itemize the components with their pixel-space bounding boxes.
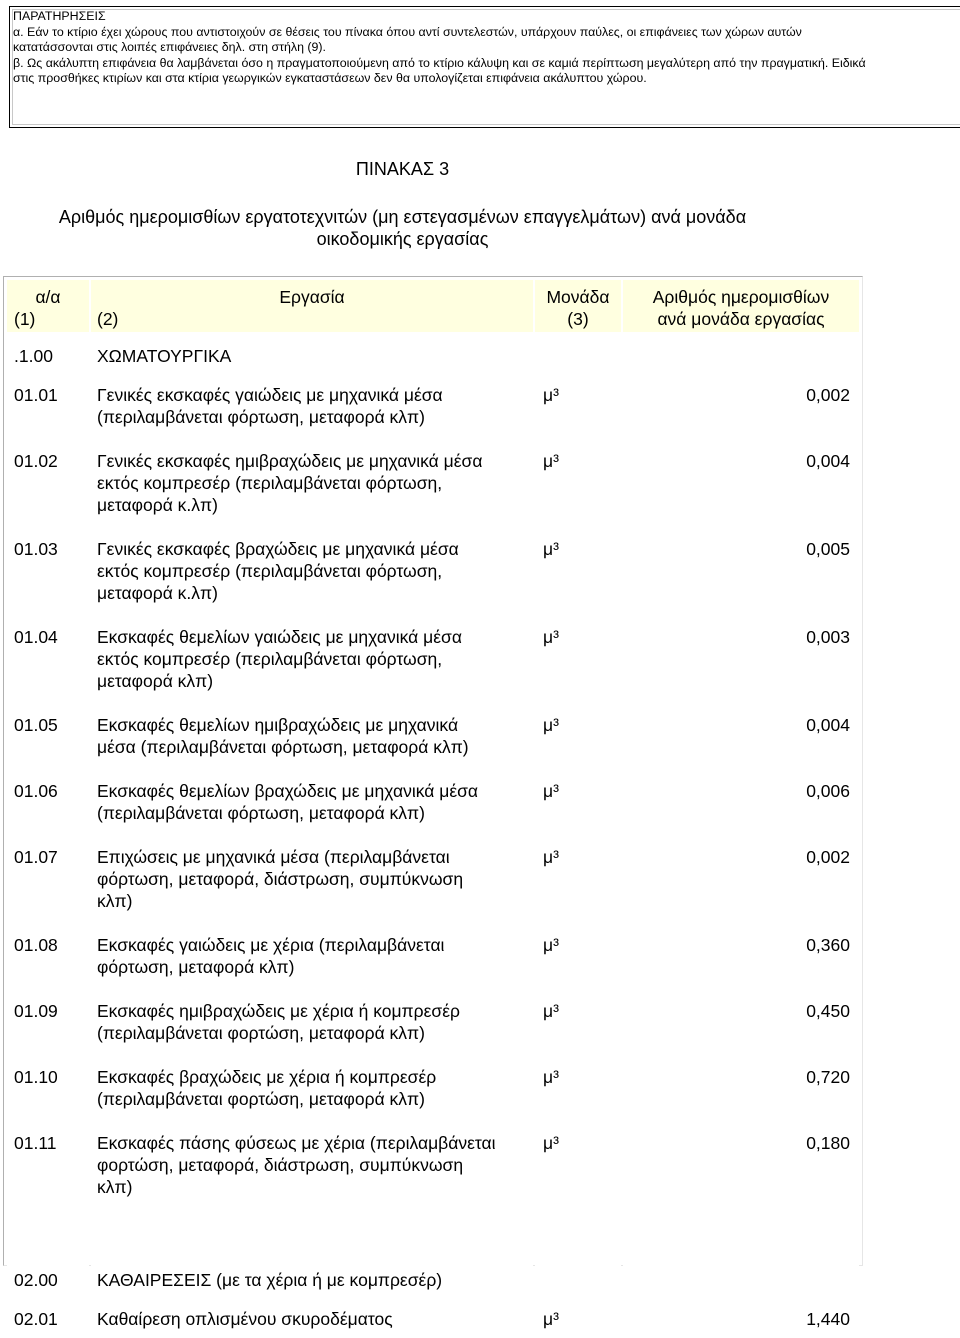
notes-box: [9, 6, 960, 128]
row-work-text: κλπ): [97, 891, 133, 911]
table-title: ΠΙΝΑΚΑΣ 3: [355, 159, 450, 179]
row-code: 02.01: [14, 1309, 58, 1329]
row-value: 0,180: [806, 1133, 850, 1153]
row-work-text: (περιλαμβάνεται φόρτωση, μεταφορά κλπ): [97, 803, 425, 823]
row-value: 0,720: [806, 1067, 850, 1087]
row-unit: μ³: [543, 539, 559, 559]
row-unit: μ³: [543, 1067, 559, 1087]
row-work-text: Εκσκαφές γαιώδεις με χέρια (περιλαμβάνεται: [97, 935, 445, 955]
row-work-text: Εκσκαφές θεμελίων βραχώδεις με μηχανικά μέσα: [97, 781, 479, 801]
row-work-text: Γενικές εκσκαφές βραχώδεις με μηχανικά μέσα: [97, 539, 459, 559]
row-work-text: Γενικές εκσκαφές ημιβραχώδεις με μηχανικά μέσα: [97, 451, 483, 471]
header-days-line2: ανά μονάδα εργασίας: [657, 309, 825, 329]
row-unit: μ³: [543, 385, 559, 405]
row-code: 01.09: [14, 1001, 58, 1021]
section-title: ΚΑΘΑΙΡΕΣΕΙΣ (με τα χέρια ή με κομπρεσέρ): [97, 1270, 443, 1290]
row-work-text: εκτός κομπρεσέρ (περιλαμβάνεται φόρτωση,: [97, 561, 443, 581]
row-code: 01.05: [14, 715, 58, 735]
row-work-text: μεταφορά κ.λπ): [97, 495, 218, 515]
note-line: α. Εάν το κτίριο έχει χώρους που αντιστοιχούν σε θέσεις του πίνακα όπου αντί συντελεστών, υπάρχουν παύλες, οι επιφάνειες των χώρων αυτών: [13, 24, 802, 39]
blank-cell: [535, 1214, 621, 1260]
row-work-text: εκτός κομπρεσέρ (περιλαμβάνεται φόρτωση,: [97, 473, 443, 493]
note-line: στις προσθήκες κτιρίων και στα κτίρια γεωργικών εγκαταστάσεων δεν θα υπολογίζεται επιφάνεια ακάλυπτου χώρου.: [13, 71, 647, 86]
row-value: 1,440: [806, 1309, 850, 1329]
row-work-text: μέσα (περιλαμβάνεται φόρτωση, μεταφορά κλπ): [97, 737, 469, 757]
row-work-text: Εκσκαφές πάσης φύσεως με χέρια (περιλαμβάνεται: [97, 1133, 496, 1153]
section-unit-cell: [535, 1264, 621, 1298]
row-unit: μ³: [543, 1309, 559, 1329]
row-work-text: (περιλαμβάνεται φορτώση, μεταφορά κλπ): [97, 1023, 425, 1043]
row-value: 0,005: [806, 539, 850, 559]
blank-cell: [91, 1214, 533, 1260]
row-work-text: (περιλαμβάνεται φορτώση, μεταφορά κλπ): [97, 1089, 425, 1109]
section-title: ΧΩΜΑΤΟΥΡΓΙΚΑ: [97, 346, 232, 366]
row-work-text: Εκσκαφές ημιβραχώδεις με χέρια ή κομπρεσέρ: [97, 1001, 460, 1021]
row-unit: μ³: [543, 715, 559, 735]
row-work-text: Εκσκαφές θεμελίων γαιώδεις με μηχανικά μέσα: [97, 627, 462, 647]
section-days-cell: [623, 340, 859, 374]
row-value: 0,002: [806, 847, 850, 867]
row-value: 0,450: [806, 1001, 850, 1021]
row-value: 0,003: [806, 627, 850, 647]
header-work-num: (2): [97, 309, 119, 329]
header-aa: α/α: [35, 287, 61, 307]
header-aa-num: (1): [14, 309, 36, 329]
row-unit: μ³: [543, 781, 559, 801]
header-unit-num: (3): [567, 309, 589, 329]
section-unit-cell: [535, 340, 621, 374]
row-unit: μ³: [543, 1133, 559, 1153]
row-unit: μ³: [543, 627, 559, 647]
row-unit: μ³: [543, 935, 559, 955]
row-value: 0,360: [806, 935, 850, 955]
row-value: 0,004: [806, 715, 850, 735]
row-value: 0,002: [806, 385, 850, 405]
notes-heading: ΠΑΡΑΤΗΡΗΣΕΙΣ: [13, 9, 106, 23]
row-work-text: (περιλαμβάνεται φόρτωση, μεταφορά κλπ): [97, 407, 425, 427]
row-code: 01.10: [14, 1067, 58, 1087]
header-unit: Μονάδα: [546, 287, 610, 307]
row-work-text: Επιχώσεις με μηχανικά μέσα (περιλαμβάνεται: [97, 847, 450, 867]
row-code: 01.06: [14, 781, 58, 801]
row-unit: μ³: [543, 1001, 559, 1021]
header-days-line1: Αριθμός ημερομισθίων: [652, 287, 830, 307]
row-code: 01.03: [14, 539, 58, 559]
section-code: .1.00: [14, 346, 53, 366]
section-code: 02.00: [14, 1270, 58, 1290]
header-work: Εργασία: [279, 287, 345, 307]
row-work-text: Εκσκαφές θεμελίων ημιβραχώδεις με μηχανικά: [97, 715, 459, 735]
row-work-text: Εκσκαφές βραχώδεις με χέρια ή κομπρεσέρ: [97, 1067, 437, 1087]
row-work-text: κλπ): [97, 1177, 133, 1197]
note-line: β. Ως ακάλυπτη επιφάνεια θα λαμβάνεται όσο η πραγματοποιούμενη από το κτίριο κάλυψη και σε καμιά περίπτωση μεγαλύτερη από την πραγματική. Ειδικά: [13, 55, 866, 70]
row-code: 01.04: [14, 627, 58, 647]
row-work-text: φόρτωση, μεταφορά, διάστρωση, συμπύκνωση: [97, 869, 464, 889]
row-work-text: φορτώση, μεταφορά, διάστρωση, συμπύκνωση: [97, 1155, 464, 1175]
row-work-text: μεταφορά κ.λπ): [97, 583, 218, 603]
row-unit: μ³: [543, 847, 559, 867]
row-value: 0,006: [806, 781, 850, 801]
row-code: 01.07: [14, 847, 58, 867]
note-line: κατατάσσονται στις λοιπές επιφάνειες δηλ. στη στήλη (9).: [13, 40, 327, 55]
blank-cell: [7, 1214, 89, 1260]
row-code: 01.02: [14, 451, 58, 471]
row-code: 01.01: [14, 385, 58, 405]
blank-cell: [623, 1214, 859, 1260]
table-subtitle: Αριθμός ημερομισθίων εργατοτεχνιτών (μη εστεγασμένων επαγγελμάτων) ανά μονάδα: [58, 207, 747, 227]
row-work-text: Γενικές εκσκαφές γαιώδεις με μηχανικά μέσα: [97, 385, 443, 405]
row-code: 01.08: [14, 935, 58, 955]
row-work-text: εκτός κομπρεσέρ (περιλαμβάνεται φόρτωση,: [97, 649, 443, 669]
row-code: 01.11: [14, 1133, 57, 1153]
table-subtitle-cont: οικοδομικής εργασίας: [316, 229, 489, 249]
row-unit: μ³: [543, 451, 559, 471]
row-value: 0,004: [806, 451, 850, 471]
row-work-text: φόρτωση, μεταφορά κλπ): [97, 957, 295, 977]
row-work-text: Καθαίρεση οπλισμένου σκυροδέματος: [97, 1309, 393, 1329]
section-days-cell: [623, 1264, 859, 1298]
row-work-text: μεταφορά κλπ): [97, 671, 214, 691]
